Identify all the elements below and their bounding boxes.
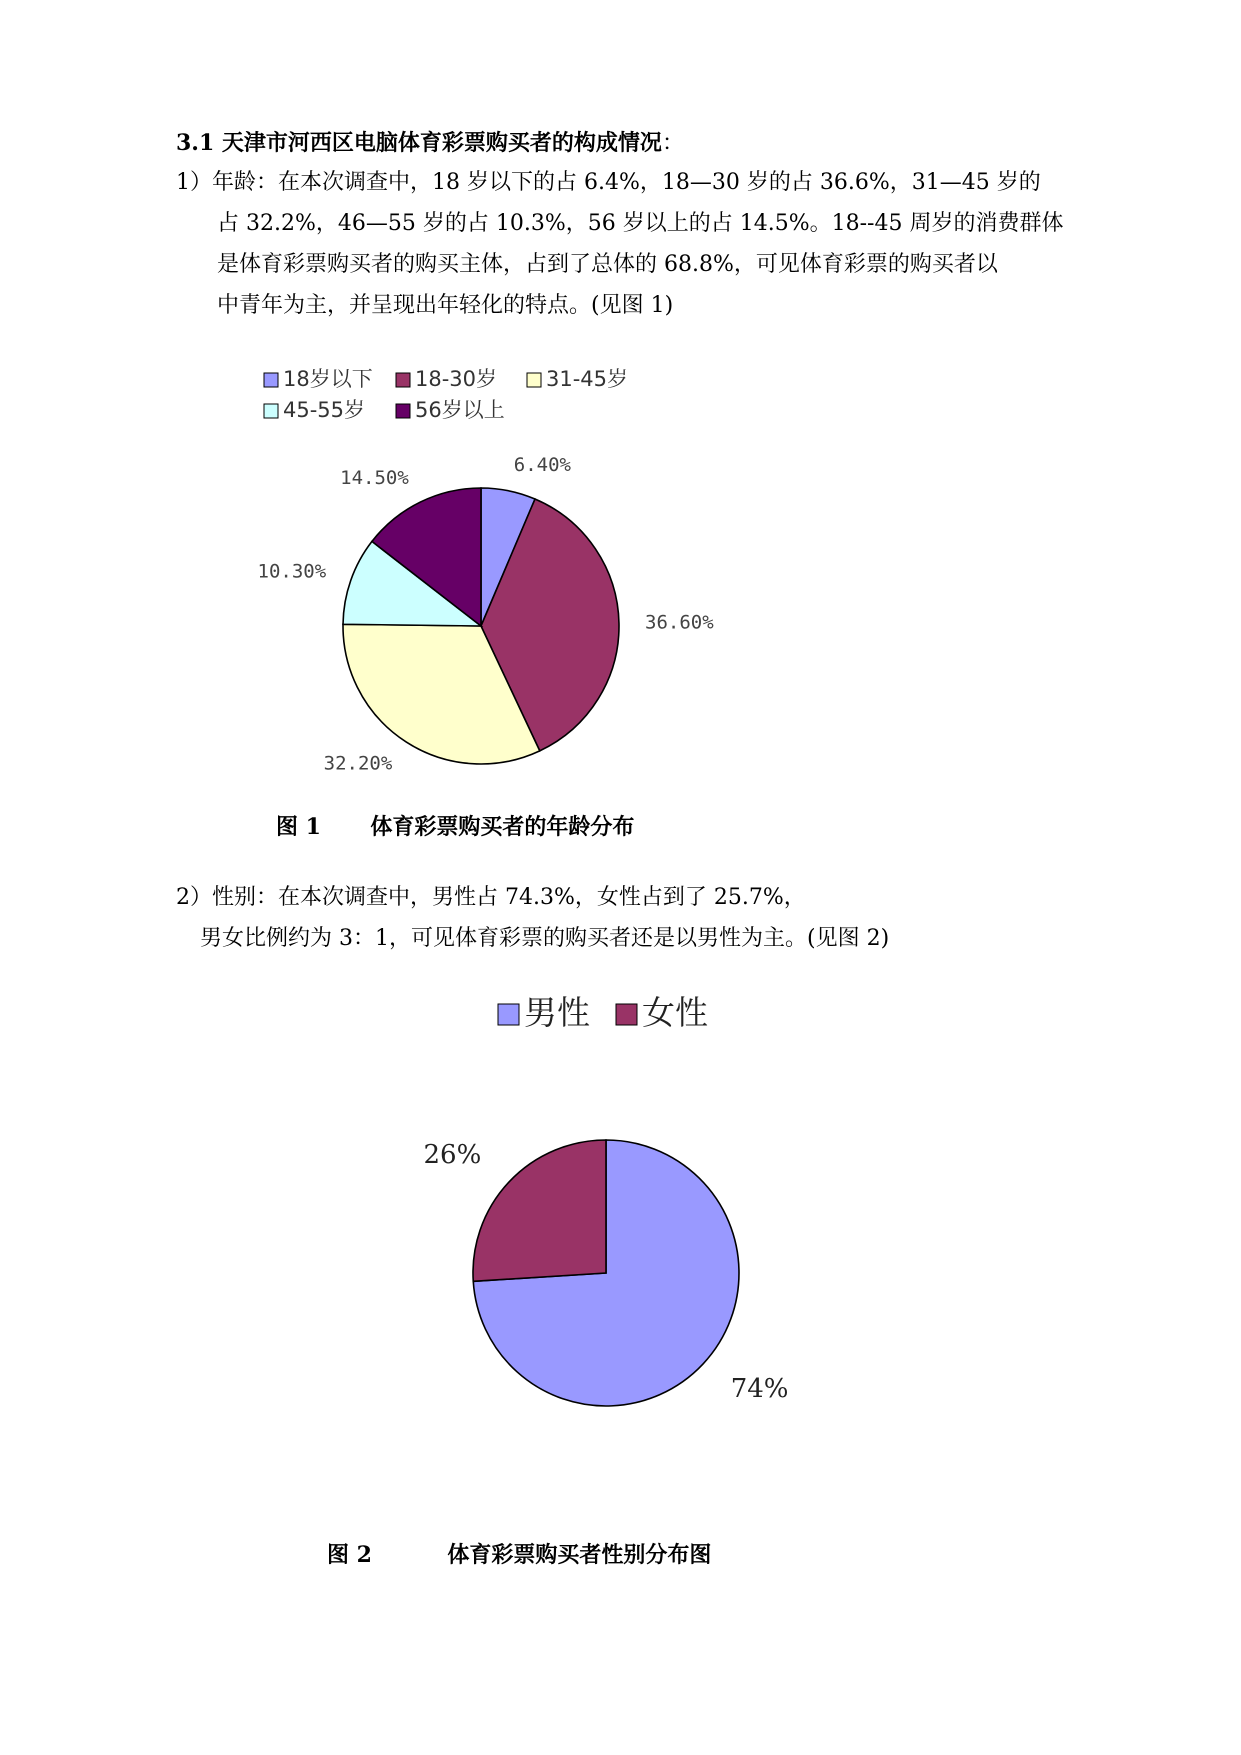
- data-label: 10.30%: [257, 560, 327, 583]
- figure2-caption-number: 图 2: [327, 1542, 372, 1568]
- data-label: 14.50%: [340, 467, 409, 490]
- legend-label: 女性: [642, 993, 708, 1032]
- figure2-caption-text: 体育彩票购买者性别分布图: [447, 1542, 712, 1568]
- pie-chart-1: [258, 367, 715, 774]
- figure1-caption-text: 体育彩票购买者的年龄分布: [370, 814, 635, 840]
- gender-paragraph-line-1: 2）性别：在本次调查中，男性占 74.3%，女性占到了 25.7%，: [176, 885, 806, 910]
- legend-swatch: [396, 373, 410, 387]
- legend-label: 56岁以上: [415, 398, 505, 422]
- age-paragraph-line-1: 1）年龄：在本次调查中，18 岁以下的占 6.4%，18—30 岁的占 36.6%，31—45 岁的: [176, 170, 1041, 195]
- legend-label: 18-30岁: [415, 367, 498, 391]
- data-label: 26%: [423, 1139, 482, 1170]
- legend-label: 45-55岁: [283, 398, 366, 422]
- age-paragraph-line-2: 占 32.2%，46—55 岁的占 10.3%，56 岁以上的占 14.5%。18--45 周岁的消费群体: [217, 211, 1064, 236]
- legend-label: 31-45岁: [546, 367, 629, 391]
- legend-swatch: [264, 404, 278, 418]
- section-heading-colon: ：: [661, 131, 684, 156]
- data-label: 32.20%: [323, 752, 393, 775]
- legend-swatch: [396, 404, 410, 418]
- data-label: 74%: [730, 1374, 789, 1405]
- pie-chart-2: [424, 993, 789, 1406]
- age-paragraph-line-4: 中青年为主，并呈现出年轻化的特点。(见图 1): [217, 293, 674, 318]
- data-label: 6.40%: [513, 453, 572, 476]
- section-heading-text: 3.1 天津市河西区电脑体育彩票购买者的构成情况: [176, 130, 662, 156]
- legend-swatch: [264, 373, 278, 387]
- pie-slice: [473, 1140, 606, 1281]
- legend-swatch: [527, 373, 541, 387]
- legend-label: 18岁以下: [283, 367, 373, 391]
- gender-paragraph-line-2: 男女比例约为 3：1，可见体育彩票的购买者还是以男性为主。(见图 2): [200, 926, 890, 951]
- age-paragraph-line-3: 是体育彩票购买者的购买主体，占到了总体的 68.8%，可见体育彩票的购买者以: [217, 252, 998, 277]
- legend-swatch: [616, 1004, 637, 1025]
- legend-swatch: [498, 1004, 519, 1025]
- figure1-caption-number: 图 1: [276, 814, 321, 840]
- legend-label: 男性: [524, 993, 590, 1032]
- data-label: 36.60%: [645, 611, 714, 634]
